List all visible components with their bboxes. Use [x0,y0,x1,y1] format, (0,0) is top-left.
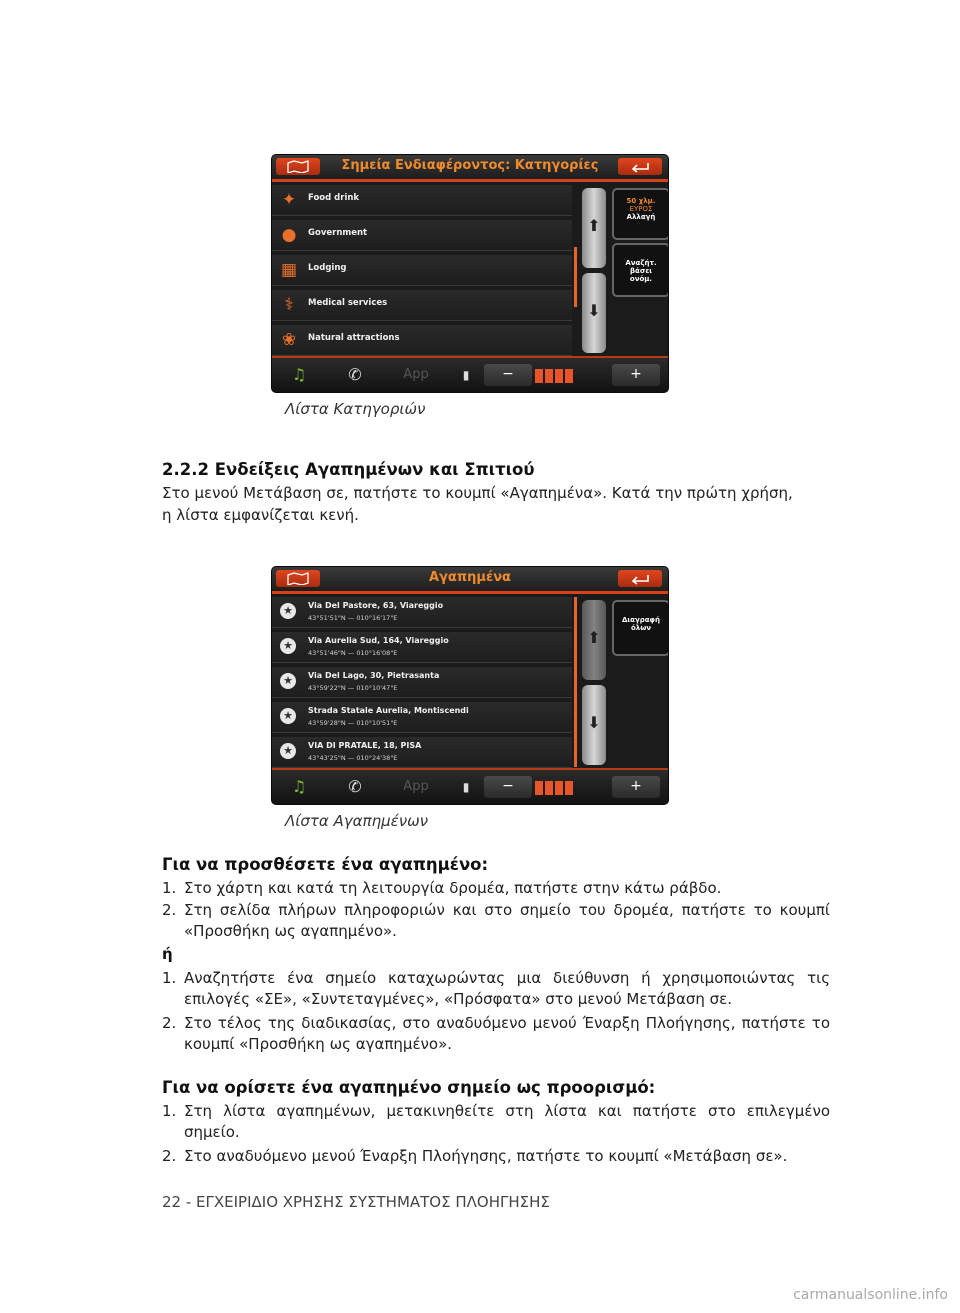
range-button[interactable] [612,188,668,240]
phone-icon[interactable]: ✆ [348,777,362,796]
category-row-natural[interactable] [272,325,572,356]
screen2-caption: Λίστα Αγαπημένων [285,812,429,830]
screen-title: Αγαπημένα [429,570,511,585]
category-label: Natural attractions [308,333,400,343]
music-icon[interactable]: ♫ [291,777,307,796]
category-row-government[interactable] [272,220,572,251]
favorite-name: Via Aurelia Sud, 164, Viareggio [308,636,449,645]
poi-categories-screen [272,155,668,392]
favorite-star-icon: ★ [280,743,296,759]
favorite-coords: 43°59'22"N — 010°10'47"E [308,684,398,692]
favorite-coords: 43°43'25"N — 010°24'38"E [308,754,398,762]
step-number: 2. [162,901,177,919]
fork-knife-icon: ✦ [281,190,297,210]
lodging-icon: ▦ [280,260,298,280]
step-text: Στη λίστα αγαπημένων, μετακινηθείτε στη λίστα και πατήστε στο επιλεγμένο σημείο. [184,1102,830,1141]
arrow-up-icon: ⬆ [587,216,601,235]
back-arrow-icon [628,160,652,173]
palm-tree-icon: ❀ [281,330,297,350]
volume-level-4 [565,369,573,383]
category-row-lodging[interactable] [272,255,572,286]
favorite-row[interactable] [272,702,572,733]
app-button[interactable]: App [403,779,429,794]
favorite-row[interactable] [272,597,572,628]
volume-level-2 [545,781,553,795]
volume-level-3 [555,781,563,795]
favorite-name: VIA DI PRATALE, 18, PISA [308,741,422,750]
step-text: Αναζητήστε ένα σημείο καταχωρώντας μια διεύθυνση ή χρησιμοποιώντας τις επιλογές «ΣΕ», «Συντεταγμένες», «Πρόσφατα» στο μενού Μετάβαση σε. [184,969,830,1008]
government-icon: ● [281,225,297,245]
watermark[interactable]: carmanualsonline.info [793,1287,948,1303]
stethoscope-icon: ⚕ [284,295,294,315]
step-number: 1. [162,969,177,987]
favorite-star-icon: ★ [280,638,296,654]
app-button[interactable]: App [403,367,429,382]
step-number: 1. [162,879,177,897]
category-label: Government [308,228,368,238]
favorite-name: Via Del Pastore, 63, Viareggio [308,601,444,610]
volume-level-3 [555,369,563,383]
arrow-down-icon: ⬇ [587,301,601,320]
back-button[interactable] [618,158,662,175]
scroll-position-bar [574,597,577,767]
step-text: Στη σελίδα πλήρων πληροφοριών και στο σημείο του δρομέα, πατήστε το κουμπί «Προσθήκη ως αγαπημένο». [184,901,830,940]
volume-level-4 [565,781,573,795]
change-label: Αλλαγή [626,213,656,221]
step-text: Στο τέλος της διαδικασίας, στο αναδυόμενο μενού Έναρξη Πλοήγησης, πατήστε το κουμπί «Προσθήκη ως αγαπημένο». [184,1014,830,1053]
arrow-down-icon: ⬇ [587,713,601,732]
scroll-down-button[interactable] [582,685,606,765]
category-list [272,185,572,360]
volume-down-button[interactable]: − [484,364,532,386]
title-bar [272,567,668,594]
add-favorite-heading: Για να προσθέσετε ένα αγαπημένο: [162,855,489,874]
delete-all-button[interactable] [612,600,668,656]
favorite-coords: 43°59'28"N — 010°10'51"E [308,719,398,727]
range-value: 50 χλμ. [626,197,656,205]
or-label: ή [162,945,173,963]
arrow-up-icon: ⬆ [587,628,601,647]
volume-level-1 [535,781,543,795]
back-arrow-icon [628,572,652,585]
favorite-coords: 43°51'46"N — 010°16'08"E [308,649,398,657]
music-icon[interactable]: ♫ [291,365,307,384]
search-by-name-line2: ονόμ. [629,275,653,283]
speaker-icon: ▮ [462,780,470,794]
favorites-screen [272,567,668,804]
favorites-list [272,597,572,772]
scroll-up-button[interactable] [582,600,606,680]
page-footer: 22 - ΕΓΧΕΙΡΙΔΙΟ ΧΡΗΣΗΣ ΣΥΣΤΗΜΑΤΟΣ ΠΛΟΗΓΗΣΗΣ [162,1193,550,1211]
bottom-bar [272,768,668,804]
category-row-food-drink[interactable] [272,185,572,216]
back-button[interactable] [618,570,662,587]
title-bar [272,155,668,182]
step-number: 2. [162,1014,177,1032]
favorite-star-icon: ★ [280,673,296,689]
favorite-row[interactable] [272,632,572,663]
category-label: Medical services [308,298,388,308]
bottom-bar [272,356,668,392]
favorite-name: Via Del Lago, 30, Pietrasanta [308,671,440,680]
volume-up-button[interactable]: + [612,364,660,386]
favorite-coords: 43°51'51"N — 010°16'17"E [308,614,398,622]
section-heading: 2.2.2 Ενδείξεις Αγαπημένων και Σπιτιού [162,460,535,479]
step-number: 2. [162,1147,177,1165]
step-number: 1. [162,1102,177,1120]
speaker-icon: ▮ [462,368,470,382]
favorite-row[interactable] [272,667,572,698]
phone-icon[interactable]: ✆ [348,365,362,384]
volume-down-button[interactable]: − [484,776,532,798]
scroll-up-button[interactable] [582,188,606,268]
delete-all-line2: όλων [630,624,652,632]
scroll-position-bar [574,247,577,307]
volume-level-2 [545,369,553,383]
section-text-line1: Στο μενού Μετάβαση σε, πατήστε το κουμπί «Αγαπημένα». Κατά την πρώτη χρήση, [162,484,793,502]
range-label: ΕΥΡΟΣ [629,205,653,213]
screen1-caption: Λίστα Κατηγοριών [285,400,426,418]
volume-level-1 [535,369,543,383]
step-text: Στο αναδυόμενο μενού Έναρξη Πλοήγησης, πατήστε το κουμπί «Μετάβαση σε». [184,1147,788,1165]
delete-all-line1: Διαγραφή [621,616,660,624]
volume-up-button[interactable]: + [612,776,660,798]
category-label: Food drink [308,193,360,203]
search-by-name-line1: Αναζήτ. βάσει [625,259,657,275]
favorite-row[interactable] [272,737,572,768]
category-label: Lodging [308,263,347,273]
scroll-down-button[interactable] [582,273,606,353]
screen-title: Σημεία Ενδιαφέροντος: Κατηγορίες [341,158,599,173]
category-row-medical[interactable] [272,290,572,321]
section-text-line2: η λίστα εμφανίζεται κενή. [162,506,359,524]
favorite-star-icon: ★ [280,708,296,724]
search-by-name-button[interactable] [612,243,668,297]
step-text: Στο χάρτη και κατά τη λειτουργία δρομέα, πατήστε στην κάτω ράβδο. [184,879,722,897]
set-destination-heading: Για να ορίσετε ένα αγαπημένο σημείο ως προορισμό: [162,1078,656,1097]
favorite-star-icon: ★ [280,603,296,619]
favorite-name: Strada Statale Aurelia, Montiscendi [308,706,469,715]
